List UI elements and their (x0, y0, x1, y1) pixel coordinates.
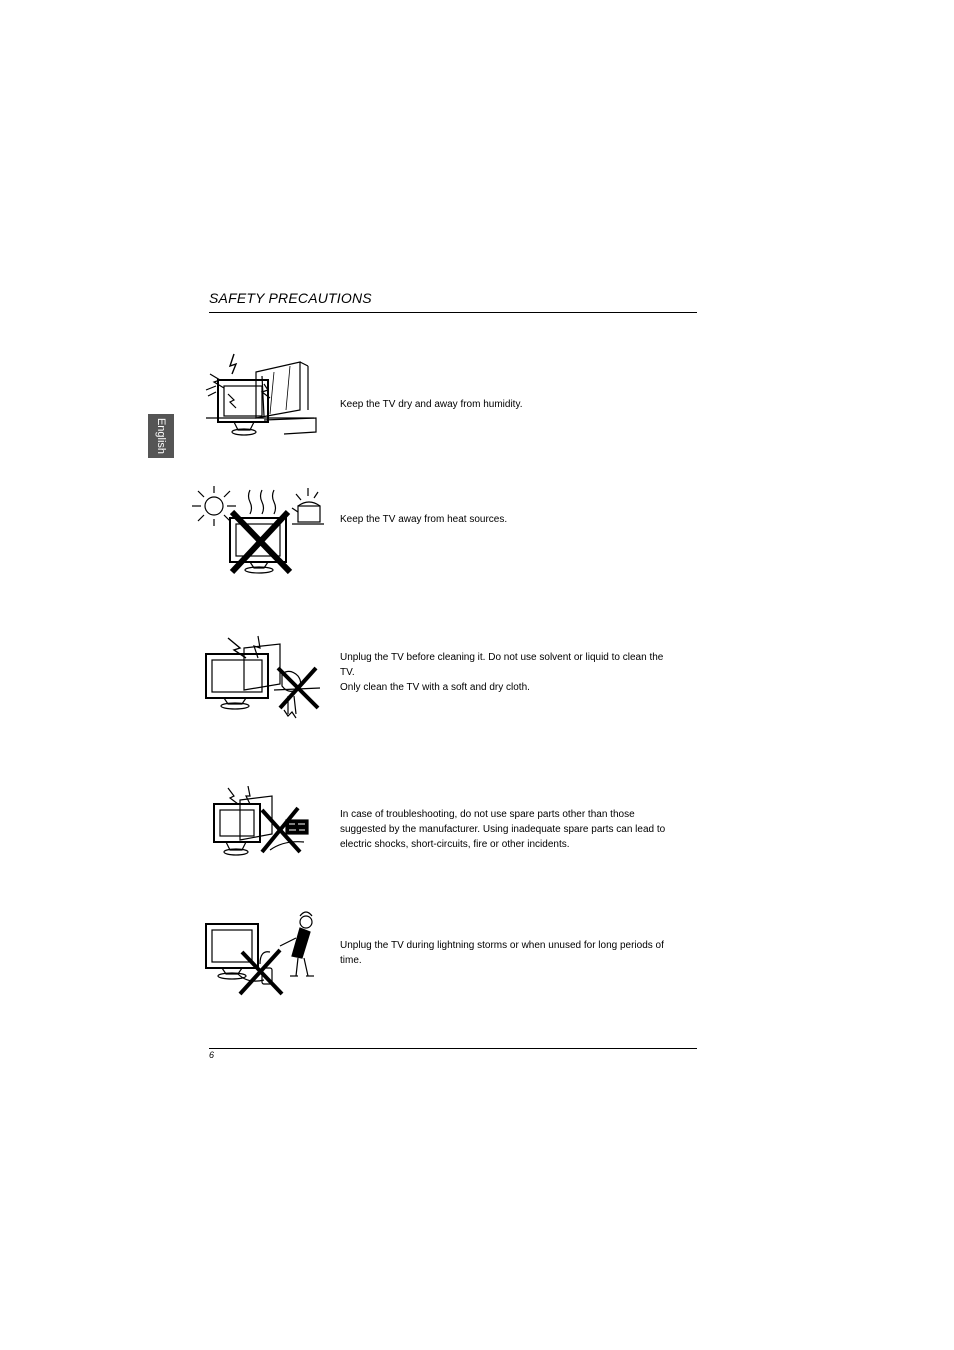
precaution-item-spare-parts (340, 807, 680, 852)
precaution-text: Only clean the TV with a soft and dry cloth. (340, 682, 530, 693)
footer-rule (209, 1048, 697, 1049)
precaution-item-humidity (340, 397, 680, 412)
precaution-item-lightning (340, 938, 680, 968)
precaution-text: Keep the TV away from heat sources. (340, 514, 508, 525)
tv-humidity-illustration (204, 350, 322, 440)
precaution-text: In case of troubleshooting, do not use spare parts other than those suggested by the manufacturer. Using inadequate spare parts can lead to electric shocks, short-circuits, fire or other incidents. (340, 809, 666, 850)
tv-lightning-unplug-illustration (204, 908, 324, 998)
precaution-item-cleaning (340, 650, 680, 695)
precaution-text: Unplug the TV before cleaning it. Do not use solvent or liquid to clean the TV. (340, 652, 664, 678)
precaution-text: Unplug the TV during lightning storms or when unused for long periods of time. (340, 940, 664, 966)
tv-heat-sources-illustration (188, 484, 328, 576)
language-tab-label: English (155, 417, 168, 455)
page-title: SAFETY PRECAUTIONS (209, 290, 372, 306)
precaution-item-heat (340, 512, 680, 527)
tv-spare-parts-illustration (210, 786, 314, 862)
page-number: 6 (209, 1050, 215, 1060)
header-rule (209, 312, 697, 313)
language-tab (148, 414, 174, 458)
precaution-text: Keep the TV dry and away from humidity. (340, 399, 523, 410)
tv-unplug-cleaning-illustration (204, 634, 324, 720)
